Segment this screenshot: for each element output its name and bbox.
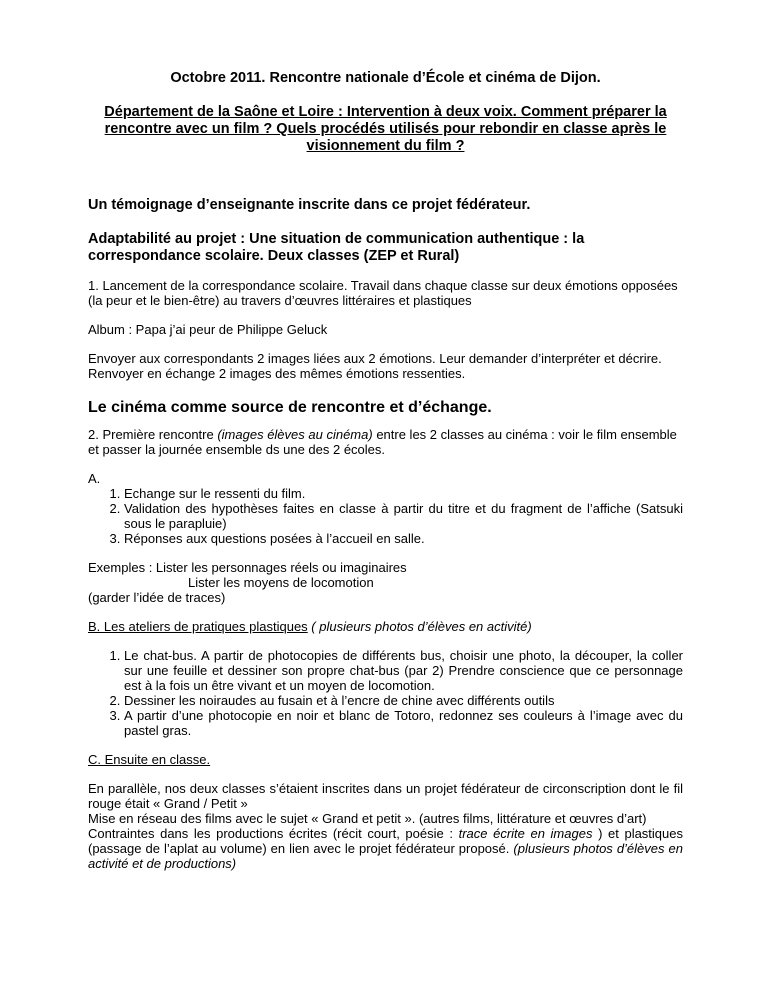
- section-c-heading: C. Ensuite en classe.: [88, 752, 211, 767]
- heading-cinema: Le cinéma comme source de rencontre et d’échange.: [88, 399, 492, 416]
- examples-line-1: Exemples : Lister les personnages réels ou imaginaires: [88, 560, 407, 575]
- section-a-label: A.: [88, 471, 101, 486]
- paragraph-envoyer: Envoyer aux correspondants 2 images liées aux 2 émotions. Leur demander d’interpréter et décrire. Renvoyer en échange 2 images des mêmes émotions ressenties.: [88, 351, 662, 381]
- list-item: 3. A partir d’une photocopie en noir et blanc de Totoro, redonnez ses couleurs à l’image avec du pastel gras.: [124, 708, 683, 738]
- document-title: Octobre 2011. Rencontre nationale d’École et cinéma de Dijon.: [170, 70, 601, 86]
- paragraph-contraintes: Contraintes dans les productions écrites (récit court, poésie : trace écrite en images ) et plastiques (passage de l’aplat au volume) en lien avec le projet fédérateur proposé. (plusieurs photos d’élèves en activité et de productions): [88, 826, 683, 871]
- examples-line-3: (garder l’idée de traces): [88, 590, 226, 605]
- section-b-heading: B. Les ateliers de pratiques plastiques ( plusieurs photos d’élèves en activité): [88, 619, 532, 634]
- paragraph-album: Album : Papa j’ai peur de Philippe Geluck: [88, 322, 328, 337]
- document-page: [88, 70, 683, 871]
- paragraph-mise-en-reseau: Mise en réseau des films avec le sujet « Grand et petit ». (autres films, littérature et œuvres d’art): [88, 811, 647, 826]
- list-item: 2. Validation des hypothèses faites en classe à partir du titre et du fragment de l’affiche (Satsuki sous le parapluie): [124, 501, 683, 531]
- document-subtitle: Département de la Saône et Loire : Intervention à deux voix. Comment préparer la rencontre avec un film ? Quels procédés utilisés pour rebondir en classe après le visionnement du film ?: [104, 104, 667, 154]
- heading-adaptabilite: Adaptabilité au projet : Une situation de communication authentique : la correspondance scolaire. Deux classes (ZEP et Rural): [88, 231, 585, 264]
- list-item: 1. Echange sur le ressenti du film.: [124, 486, 683, 501]
- list-item: 1. Le chat-bus. A partir de photocopies de différents bus, choisir une photo, la découper, la coller sur une feuille et dessiner son propre chat-bus (par 2) Prendre conscience que ce personnage est à la fois un être vivant et un moyen de locomotion.: [124, 648, 683, 693]
- list-item: 3. Réponses aux questions posées à l’accueil en salle.: [124, 531, 683, 546]
- list-a: [88, 486, 683, 546]
- paragraph-lancement: 1. Lancement de la correspondance scolaire. Travail dans chaque classe sur deux émotions opposées (la peur et le bien-être) au travers d’œuvres littéraires et plastiques: [88, 278, 678, 308]
- list-b: [88, 648, 683, 738]
- list-item: 2. Dessiner les noiraudes au fusain et à l’encre de chine avec différents outils: [124, 693, 683, 708]
- paragraph-parallele: En parallèle, nos deux classes s’étaient inscrites dans un projet fédérateur de circonscription dont le fil rouge était « Grand / Petit »: [88, 781, 683, 811]
- examples-line-2: Lister les moyens de locomotion: [188, 575, 374, 590]
- paragraph-premiere-rencontre: 2. Première rencontre (images élèves au cinéma) entre les 2 classes au cinéma : voir le film ensemble et passer la journée ensemble ds une des 2 écoles.: [88, 427, 677, 457]
- heading-temoignage: Un témoignage d’enseignante inscrite dans ce projet fédérateur.: [88, 197, 531, 213]
